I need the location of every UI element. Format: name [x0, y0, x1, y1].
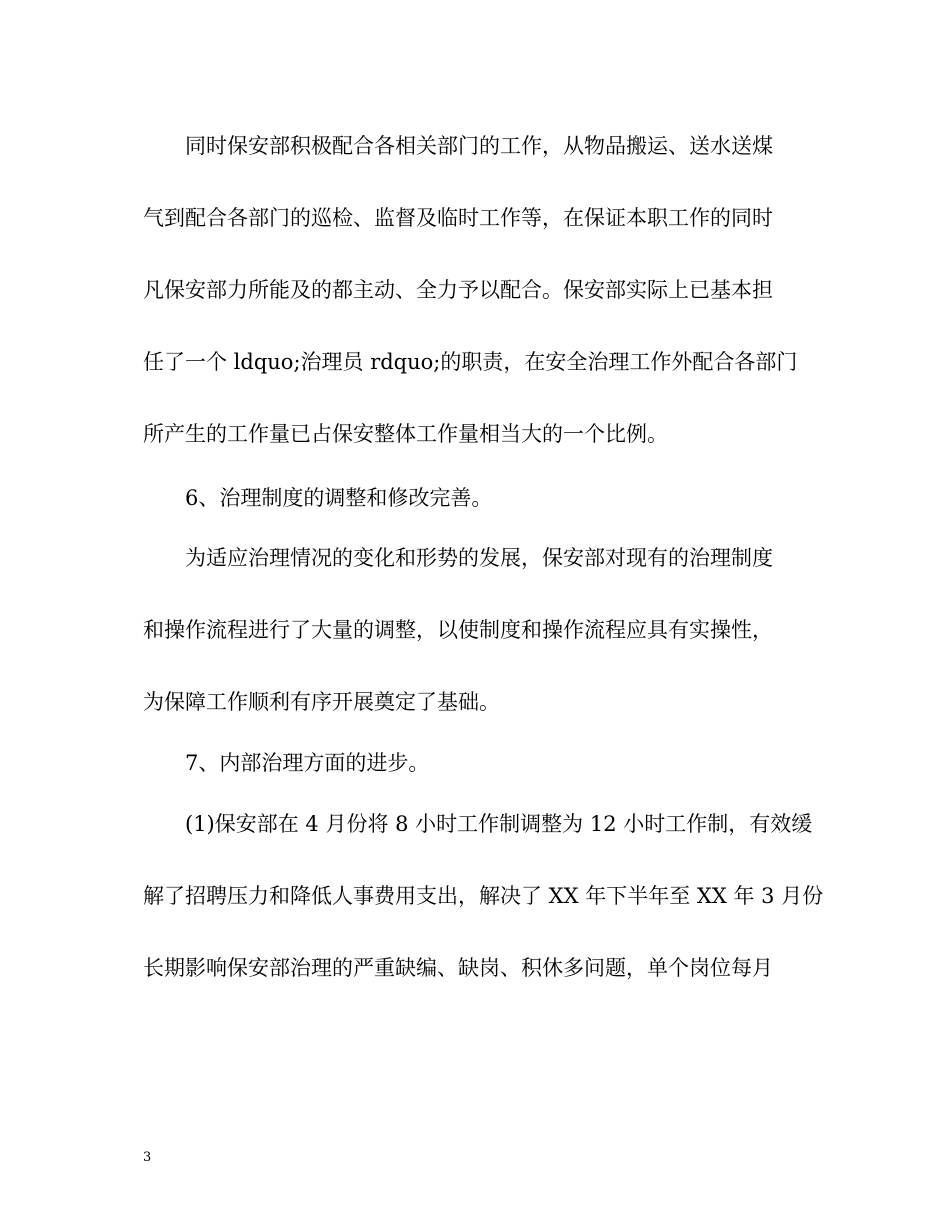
section-heading-6: 6、治理制度的调整和修改完善。 [185, 486, 493, 510]
paragraph-line-9: 为保障工作顺利有序开展奠定了基础。 [143, 690, 500, 714]
paragraph-line-11: (1)保安部在 4 月份将 8 小时工作制调整为 12 小时工作制，有效缓 [185, 812, 813, 836]
paragraph-line-7: 为适应治理情况的变化和形势的发展，保安部对现有的治理制度 [185, 546, 773, 570]
paragraph-line-5: 所产生的工作量已占保安整体工作量相当大的一个比例。 [143, 422, 668, 446]
paragraph-line-12: 解了招聘压力和降低人事费用支出，解决了 XX 年下半年至 XX 年 3 月份 [143, 884, 824, 908]
paragraph-line-8: 和操作流程进行了大量的调整，以使制度和操作流程应具有实操性， [143, 618, 773, 642]
paragraph-line-1: 同时保安部积极配合各相关部门的工作，从物品搬运、送水送煤 [185, 134, 773, 158]
paragraph-line-13: 长期影响保安部治理的严重缺编、缺岗、积休多问题，单个岗位每月 [143, 956, 773, 980]
page-number: 3 [143, 1150, 152, 1165]
section-heading-7: 7、内部治理方面的进步。 [185, 751, 430, 775]
paragraph-line-3: 凡保安部力所能及的都主动、全力予以配合。保安部实际上已基本担 [143, 278, 773, 302]
paragraph-line-4: 任了一个 ldquo;治理员 rdquo;的职责，在安全治理工作外配合各部门 [143, 350, 798, 374]
paragraph-line-2: 气到配合各部门的巡检、监督及临时工作等，在保证本职工作的同时 [143, 206, 773, 230]
